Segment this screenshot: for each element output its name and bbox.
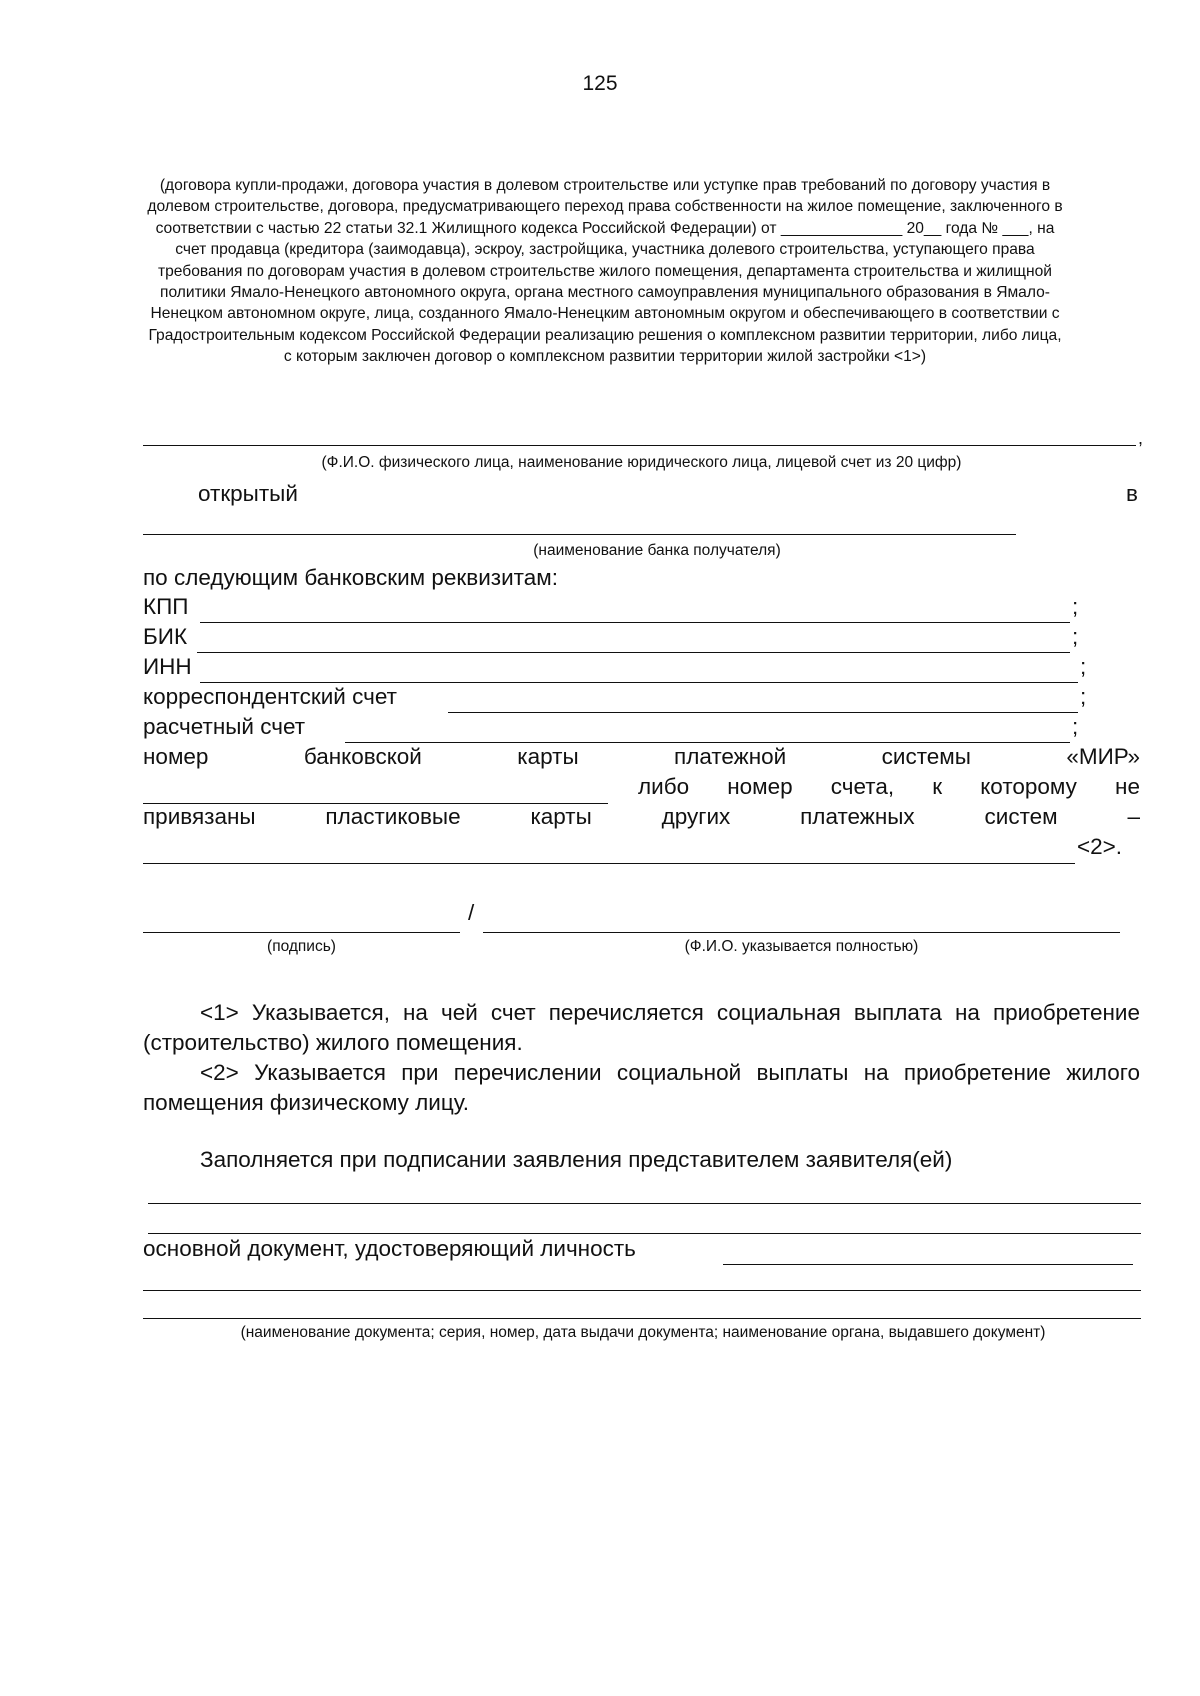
card-word: системы [881, 744, 971, 769]
card-word: платежных [800, 804, 915, 829]
signature-slash: / [468, 900, 475, 925]
card-line-3 [143, 804, 1140, 830]
full-name-line[interactable] [483, 932, 1120, 933]
card-word: номер [727, 774, 793, 799]
card-word: других [661, 804, 731, 829]
card-account-input[interactable] [143, 863, 1075, 864]
field-bik-label: БИК [143, 624, 188, 649]
field-bik-suffix: ; [1072, 624, 1079, 649]
field-kpp-label: КПП [143, 594, 189, 619]
field-inn-label: ИНН [143, 654, 192, 679]
card-word: к [932, 774, 943, 799]
card-word: платежной [674, 744, 787, 769]
field-corr-account-suffix: ; [1080, 684, 1087, 709]
field-corr-account-input[interactable] [448, 712, 1078, 713]
representative-line-1[interactable] [148, 1203, 1141, 1204]
field-corr-account [143, 684, 397, 710]
field-corr-account-label: корреспондентский счет [143, 684, 397, 709]
footnote-1: <1> Указывается, на чей счет перечисляется социальная выплата на приобретение (строительство) жилого помещения. [143, 1000, 1140, 1055]
field-kpp [143, 594, 188, 620]
recipient-caption: (Ф.И.О. физического лица, наименование юридического лица, лицевой счет из 20 цифр) [321, 454, 962, 471]
in-label: в [1126, 481, 1138, 506]
field-bik-input[interactable] [197, 652, 1070, 653]
representative-line-2[interactable] [148, 1233, 1141, 1234]
bank-name-line[interactable] [143, 534, 1016, 535]
card-word: пластиковые [325, 804, 461, 829]
card-word: не [1115, 774, 1140, 799]
field-inn-suffix: ; [1080, 654, 1087, 679]
page-number: 125 [582, 72, 618, 95]
signature-line[interactable] [143, 932, 460, 933]
opened-label: открытый [198, 481, 298, 506]
card-word: «МИР» [1066, 744, 1140, 769]
recipient-trailing-comma: , [1138, 428, 1144, 448]
field-bik [143, 624, 187, 650]
card-word: либо [638, 774, 690, 799]
bank-caption: (наименование банка получателя) [533, 542, 781, 559]
card-word: карты [517, 744, 579, 769]
full-name-caption: (Ф.И.О. указывается полностью) [684, 938, 919, 955]
id-doc-label: основной документ, удостоверяющий личность [143, 1236, 636, 1261]
id-doc-caption: (наименование документа; серия, номер, дата выдачи документа; наименование органа, выдавшего документ) [240, 1324, 1046, 1341]
card-ref: <2>. [1077, 834, 1123, 859]
card-word: – [1127, 804, 1140, 829]
field-settlement-account-suffix: ; [1072, 714, 1079, 739]
id-doc-line-2[interactable] [143, 1290, 1141, 1291]
card-word: систем [984, 804, 1058, 829]
card-word: номер [143, 744, 209, 769]
representative-heading: Заполняется при подписании заявления представителем заявителя(ей) [200, 1147, 953, 1172]
requisites-intro: по следующим банковским реквизитам: [143, 565, 558, 590]
field-settlement-account [143, 714, 305, 740]
field-kpp-suffix: ; [1072, 594, 1079, 619]
field-settlement-account-input[interactable] [345, 742, 1070, 743]
id-doc-line-3[interactable] [143, 1318, 1141, 1319]
contract-description: (договора купли-продажи, договора участия в долевом строительстве или уступке прав требований по договору участия в долевом строительстве, договора, предусматривающего переход права собственности на жилое помещение, заключенного в соответствии с частью 22 статьи 32.1 Жилищного кодекса Российской Федерации) от ______________ 20__ года № ___, на счет продавца (кредитора (заимодавца), эскроу, застройщика, участника долевого строительства, уступающего права требования по договорам участия в долевом строительстве жилого помещения, департамента строительства и жилищной политики Ямало-Ненецкого автономного округа, органа местного самоуправления муниципального образования в Ямало-Ненецком автономном округе, лица, созданного Ямало-Ненецким автономным округом и обеспечивающего в соответствии с Градостроительным кодексом Российской Федерации реализацию решения о комплексном развитии территории, либо лица, с которым заключен договор о комплексном развитии территории жилой застройки <1>) [147, 177, 1063, 366]
card-word: которому [980, 774, 1077, 799]
card-word: банковской [303, 744, 422, 769]
id-doc-input[interactable] [723, 1264, 1133, 1265]
footnote-2: <2> Указывается при перечислении социальной выплаты на приобретение жилого помещения физическому лицу. [143, 1060, 1140, 1115]
card-line-1 [143, 744, 1140, 770]
card-word: карты [530, 804, 592, 829]
recipient-name-line[interactable] [143, 445, 1136, 446]
field-inn-input[interactable] [200, 682, 1078, 683]
card-line-2 [638, 774, 1140, 800]
card-word: счета, [830, 774, 895, 799]
signature-caption: (подпись) [267, 938, 336, 955]
field-kpp-input[interactable] [200, 622, 1070, 623]
field-settlement-account-label: расчетный счет [143, 714, 306, 739]
card-word: привязаны [143, 804, 256, 829]
field-inn [143, 654, 192, 680]
